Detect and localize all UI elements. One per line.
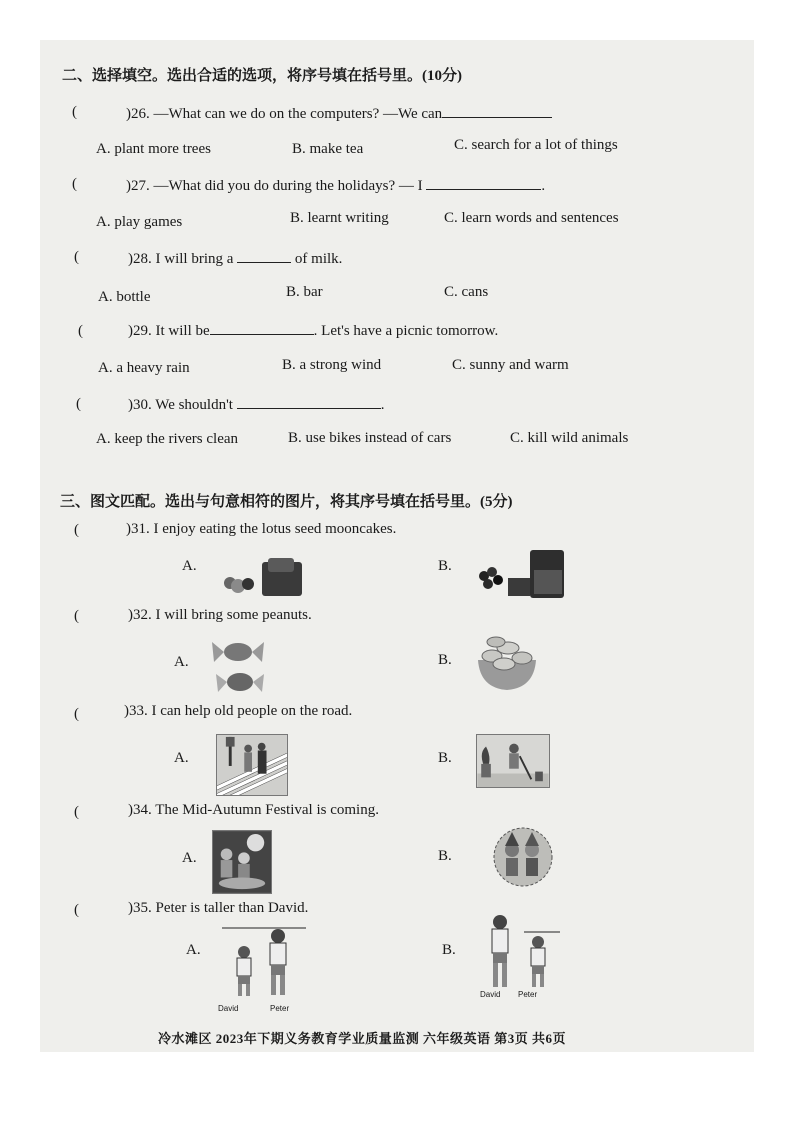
christmas-picture[interactable] <box>492 826 554 888</box>
answer-paren-35[interactable]: ( <box>74 902 79 918</box>
option-34-b: B. <box>438 848 452 864</box>
answer-blank[interactable] <box>426 176 541 190</box>
sweeping-floor-illustration <box>477 735 549 787</box>
question-stem: We shouldn't <box>155 397 233 413</box>
answer-paren-31[interactable]: ( <box>74 522 79 538</box>
question-stem-end: . <box>541 178 546 194</box>
question-number: )28. <box>128 251 152 267</box>
peter-taller-picture[interactable] <box>220 920 308 1008</box>
question-text: I will bring some peanuts. <box>155 607 312 623</box>
question-28 <box>128 249 342 268</box>
crossing-road-picture[interactable] <box>216 734 288 796</box>
candies-illustration <box>210 636 266 698</box>
question-number: )34. <box>128 802 152 818</box>
option-29-c: C. sunny and warm <box>452 357 569 373</box>
candies-picture[interactable] <box>210 636 266 698</box>
peter-label-a: Peter <box>270 1004 290 1013</box>
family-dinner-picture[interactable] <box>212 830 272 894</box>
option-27-c: C. learn words and sentences <box>444 210 619 226</box>
option-26-a: A. plant more trees <box>96 141 211 157</box>
question-26 <box>126 104 552 123</box>
dark-mooncake-illustration <box>474 540 566 604</box>
david-taller-picture[interactable] <box>480 910 562 998</box>
answer-paren-26[interactable]: ( <box>72 104 77 120</box>
question-35 <box>128 900 308 917</box>
option-34-a: A. <box>182 850 197 866</box>
option-28-b: B. bar <box>286 284 323 300</box>
option-28-c: C. cans <box>444 284 489 300</box>
peter-label-b: Peter <box>518 990 538 999</box>
option-29-a: A. a heavy rain <box>98 360 190 376</box>
question-30 <box>128 395 384 414</box>
section-2-title: 二、选择填空。选出合适的选项，将序号填在括号里。(10分) <box>62 68 462 84</box>
answer-blank[interactable] <box>210 321 314 335</box>
answer-paren-27[interactable]: ( <box>72 176 77 192</box>
question-34 <box>128 802 379 819</box>
question-number: )32. <box>128 607 152 623</box>
question-32 <box>128 607 312 624</box>
question-number: )35. <box>128 900 152 916</box>
question-stem: It will be <box>155 323 210 339</box>
option-33-a: A. <box>174 750 189 766</box>
question-text: The Mid-Autumn Festival is coming. <box>155 802 379 818</box>
option-35-b: B. <box>442 942 456 958</box>
option-27-b: B. learnt writing <box>290 210 389 226</box>
exam-page <box>40 40 754 1052</box>
question-number: )30. <box>128 397 152 413</box>
question-stem: —What can we do on the computers? —We can <box>153 106 443 122</box>
answer-blank[interactable] <box>442 104 552 118</box>
question-29 <box>128 321 498 340</box>
peanuts-illustration <box>474 630 540 692</box>
david-label-a: David <box>218 1004 239 1013</box>
question-stem-end: . Let's have a picnic tomorrow. <box>313 323 499 339</box>
answer-paren-29[interactable]: ( <box>78 323 83 339</box>
option-26-c: C. search for a lot of things <box>454 137 618 153</box>
question-text: I can help old people on the road. <box>151 703 353 719</box>
section-3-title: 三、图文匹配。选出与句意相符的图片，将其序号填在括号里。(5分) <box>60 494 513 510</box>
option-30-c: C. kill wild animals <box>510 430 629 446</box>
answer-paren-34[interactable]: ( <box>74 804 79 820</box>
option-32-b: B. <box>438 652 452 668</box>
option-33-b: B. <box>438 750 452 766</box>
question-stem-end: of milk. <box>294 251 343 267</box>
answer-paren-30[interactable]: ( <box>76 396 81 412</box>
question-stem: I will bring a <box>155 251 234 267</box>
answer-paren-32[interactable]: ( <box>74 608 79 624</box>
option-31-a: A. <box>182 558 197 574</box>
question-31 <box>126 521 396 538</box>
answer-paren-28[interactable]: ( <box>74 249 79 265</box>
answer-paren-33[interactable]: ( <box>74 706 79 722</box>
david-label-b: David <box>480 990 501 999</box>
question-stem-end: . <box>380 397 385 413</box>
answer-blank[interactable] <box>237 395 381 409</box>
option-28-a: A. bottle <box>98 289 151 305</box>
question-stem: —What did you do during the holidays? — I <box>153 178 423 194</box>
question-33 <box>124 703 352 720</box>
page-footer: 冷水滩区 2023年下期义务教育学业质量监测 六年级英语 第3页 共6页 <box>158 1031 567 1046</box>
mooncake-pieces-illustration <box>220 550 308 600</box>
family-dinner-illustration <box>213 831 271 893</box>
question-number: )31. <box>126 521 150 537</box>
christmas-illustration <box>492 826 554 888</box>
option-30-b: B. use bikes instead of cars <box>288 430 452 446</box>
option-27-a: A. play games <box>96 214 183 230</box>
mooncake-pieces-picture[interactable] <box>220 550 308 600</box>
peanuts-picture[interactable] <box>474 630 540 692</box>
question-text: I enjoy eating the lotus seed mooncakes. <box>153 521 397 537</box>
peter-taller-illustration <box>220 920 308 1008</box>
option-26-b: B. make tea <box>292 141 364 157</box>
option-35-a: A. <box>186 942 201 958</box>
david-taller-illustration <box>480 910 562 998</box>
option-31-b: B. <box>438 558 452 574</box>
question-number: )27. <box>126 178 150 194</box>
option-29-b: B. a strong wind <box>282 357 382 373</box>
question-27 <box>126 176 545 195</box>
question-number: )26. <box>126 106 150 122</box>
dark-mooncake-picture[interactable] <box>474 540 566 604</box>
sweeping-floor-picture[interactable] <box>476 734 550 788</box>
answer-blank[interactable] <box>237 249 291 263</box>
option-32-a: A. <box>174 654 189 670</box>
question-text: Peter is taller than David. <box>155 900 309 916</box>
question-number: )33. <box>124 703 148 719</box>
question-number: )29. <box>128 323 152 339</box>
option-30-a: A. keep the rivers clean <box>96 431 239 447</box>
crossing-road-illustration <box>217 735 287 795</box>
